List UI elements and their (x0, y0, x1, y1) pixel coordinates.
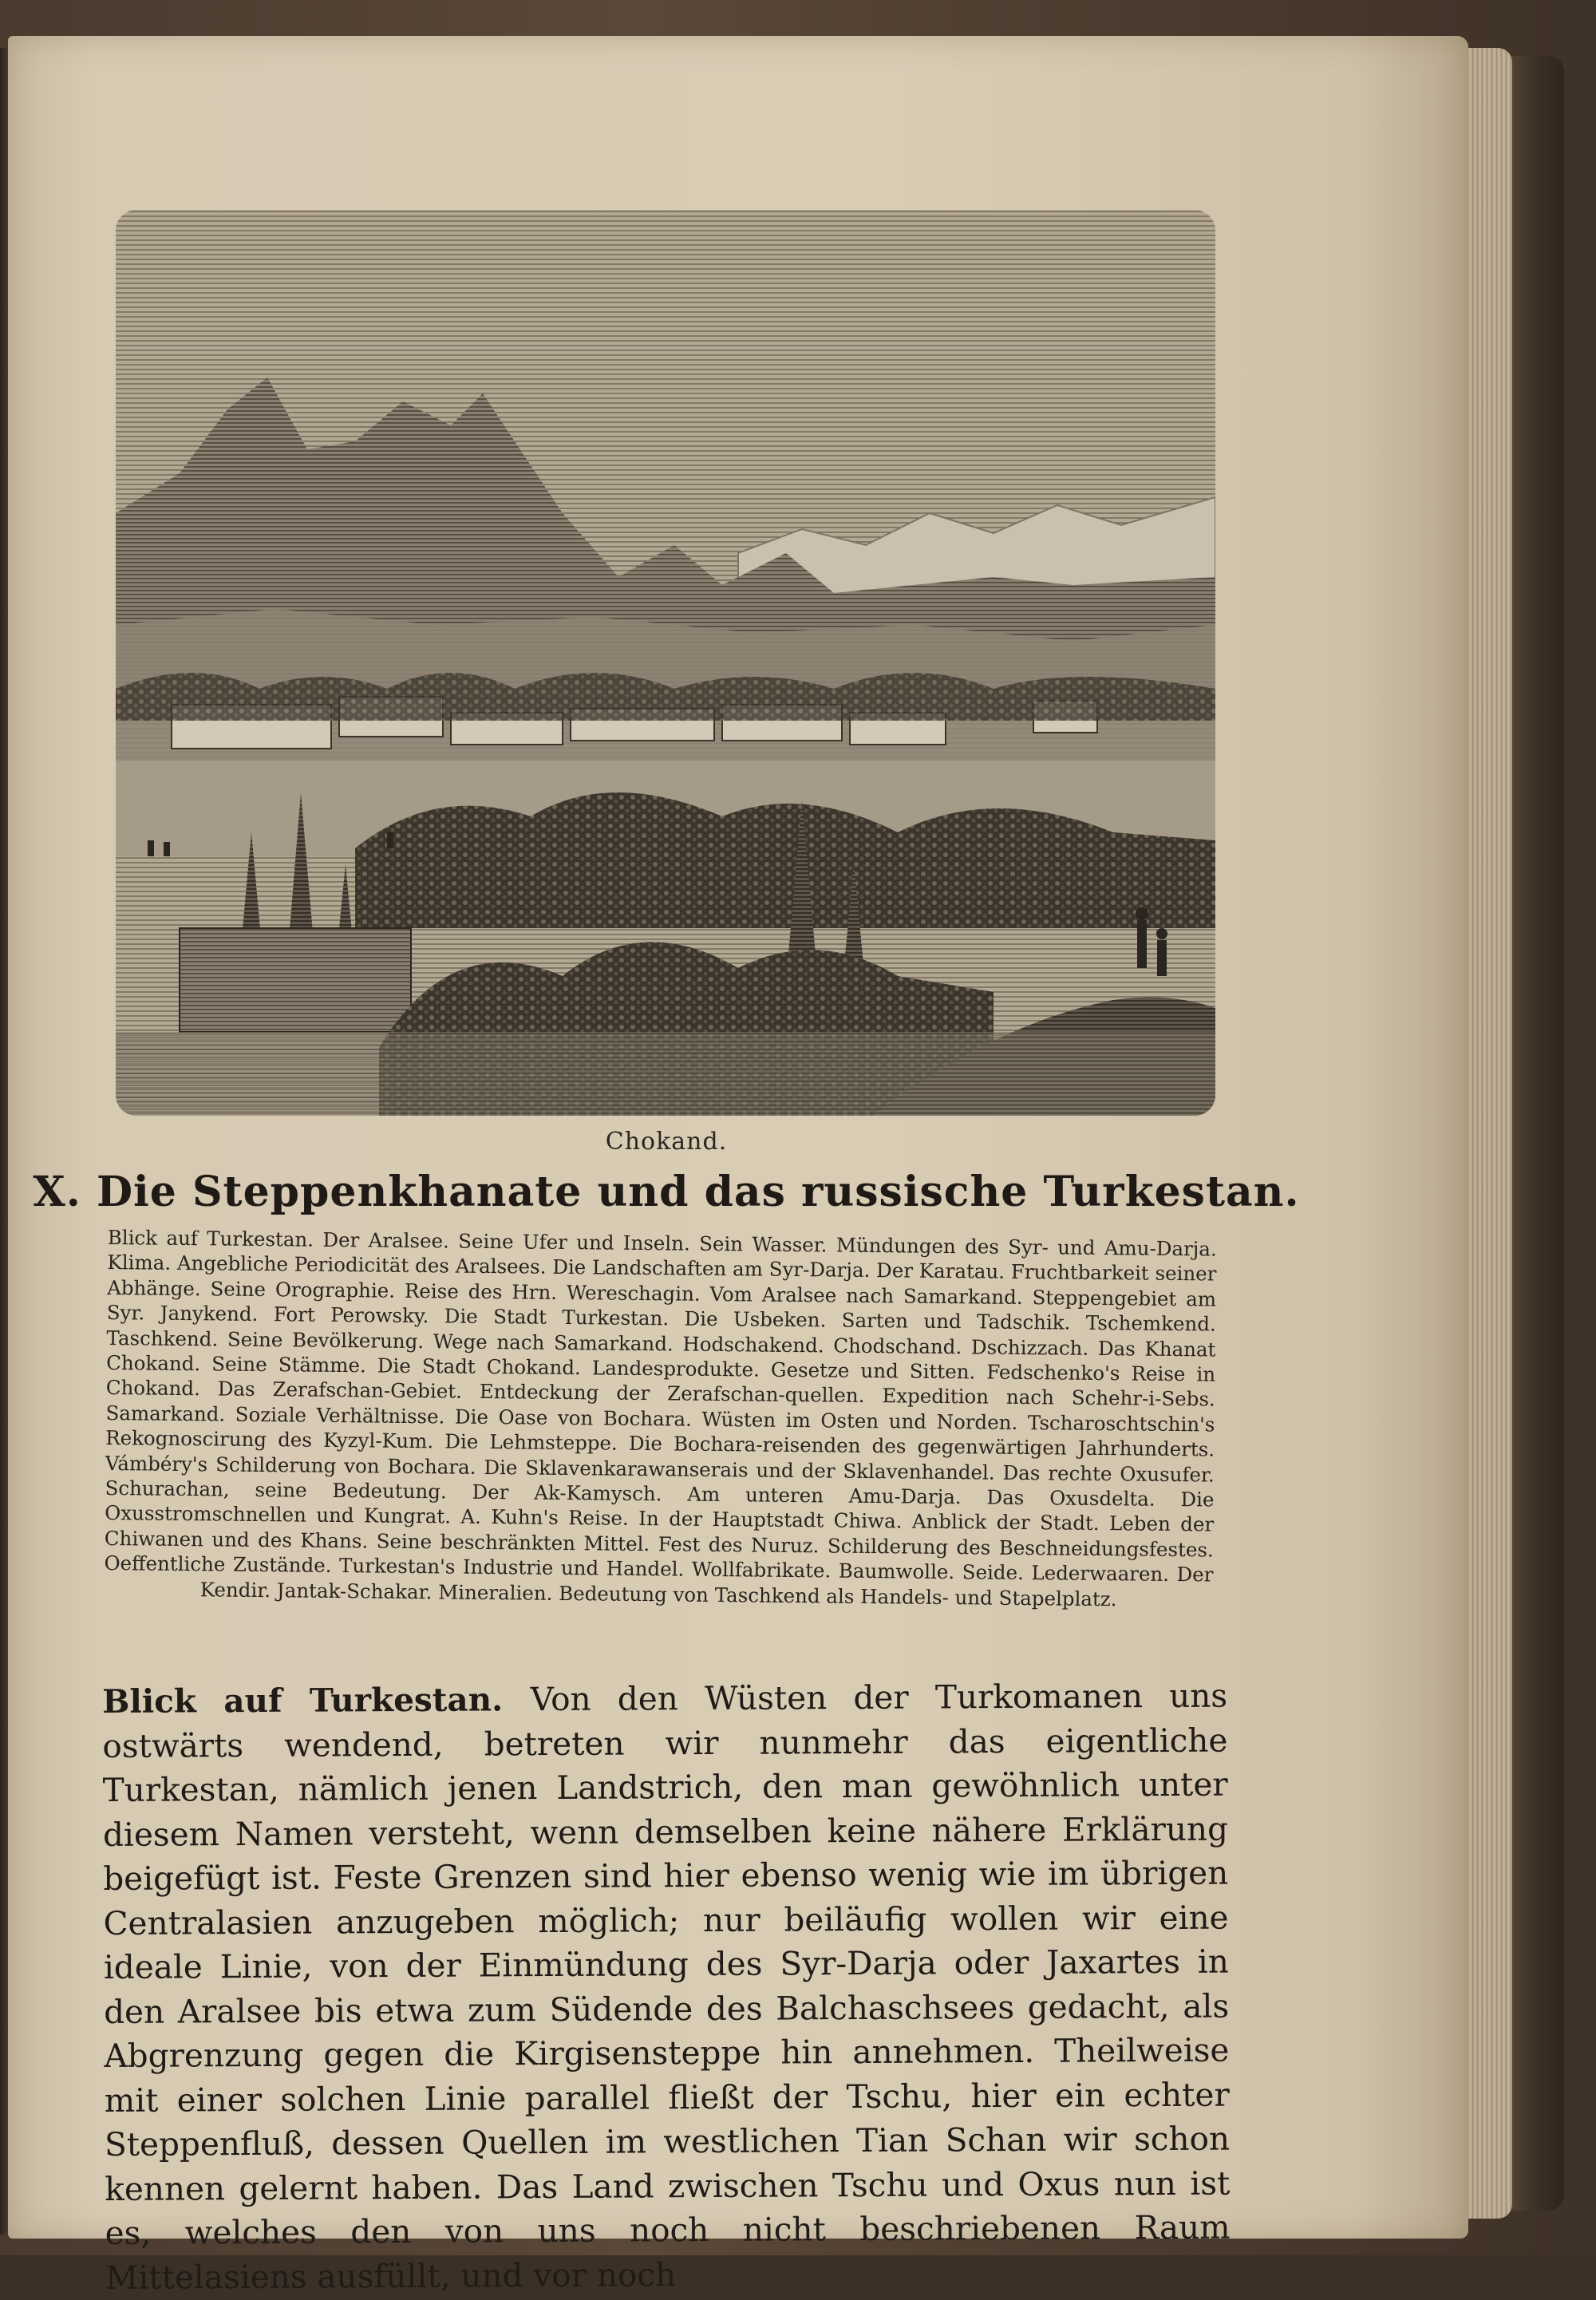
chapter-title: X. Die Steppenkhanate und das russische Turkestan. (33, 1168, 1300, 1216)
engraving-illustration (116, 210, 1215, 1116)
chapter-summary: Blick auf Turkestan. Der Aralsee. Seine Ufer und Inseln. Sein Wasser. Mündungen des Syr- und Amu-Darja. Klima. Angebliche Periodicität des Aralsees. Die Landschaften am Syr-Darja. Der Karatau. Fruchtbarkeit seiner Abhänge. Seine Orographie. Reise des Hrn. Wereschagin. Vom Aralsee nach Samarkand. Steppengebiet am Syr. Janykend. Fort Perowsky. Die Stadt Turkestan. Die Usbeken. Sarten und Tadschik. Tschemkend. Taschkend. Seine Bevölkerung. Wege nach Samarkand. Hodschakend. Chodschand. Dschizzach. Das Khanat Chokand. Seine Stämme. Die Stadt Chokand. Landesprodukte. Gesetze und Sitten. Fedschenko's Reise in Chokand. Das Zerafschan-Gebiet. Entdeckung der Zerafschan-quellen. Expedition nach Schehr-i-Sebs. Samarkand. Soziale Verhältnisse. Die Oase von Bochara. Wüsten im Osten und Norden. Tscharoschtschin's Rekognoscirung des Kyzyl-Kum. Die Lehmsteppe. Die Bochara-reisenden des gegenwärtigen Jahrhunderts. Vámbéry's Schilderung von Bochara. Die Sklavenkarawanserais und der Sklavenhandel. Das rechte Oxusufer. Schurachan, seine Bedeutung. Der Ak-Kamysch. Am unteren Amu-Darja. Das Oxusdelta. Die Oxusstromschnellen und Kungrat. A. Kuhn's Reise. In der Hauptstadt Chiwa. Anblick der Stadt. Leben der Chiwanen und des Khans. Seine beschränkten Mittel. Fest des Nuruz. Schilderung des Beschneidungsfestes. Oeffentliche Zustände. Turkestan's Industrie und Handel. Wollfabrikate. Baumwolle. Seide. Lederwaaren. Der Kendir. Jantak-Schakar. Mineralien. Bedeutung von Taschkend als Handels- und Stapelplatz. (104, 1226, 1217, 1610)
engraving-landscape-drawing (116, 210, 1215, 1116)
engraving-caption: Chokand. (605, 1128, 728, 1156)
body-paragraph (102, 1674, 1231, 2300)
paragraph-text: Von den Wüsten der Turkomanen uns ostwärts wendend, betreten wir nunmehr das eigentliche Turkestan, nämlich jenen Landstrich, den man gewöhnlich unter diesem Namen versteht, wenn demselben keine nähere Erklärung beigefügt ist. Feste Grenzen sind hier ebenso wenig wie im übrigen Centralasien anzugeben möglich; nur beiläufig wollen wir eine ideale Linie, von der Einmündung des Syr-Darja oder Jaxartes in den Aralsee bis etwa zum Südende des Balchaschsees gedacht, als Abgrenzung gegen die Kirgisensteppe hin annehmen. Theilweise mit einer solchen Linie parallel fließt der Tschu, hier ein echter Steppenfluß, dessen Quellen im westlichen Tian Schan wir schon kennen gelernt haben. Das Land zwischen Tschu und Oxus nun ist es, welches den von uns noch nicht beschriebenen Raum Mittelasiens ausfüllt, und vor noch (102, 1676, 1231, 2297)
book-page (8, 36, 1468, 2297)
paragraph-lead: Blick auf Turkestan. (102, 1680, 531, 1721)
